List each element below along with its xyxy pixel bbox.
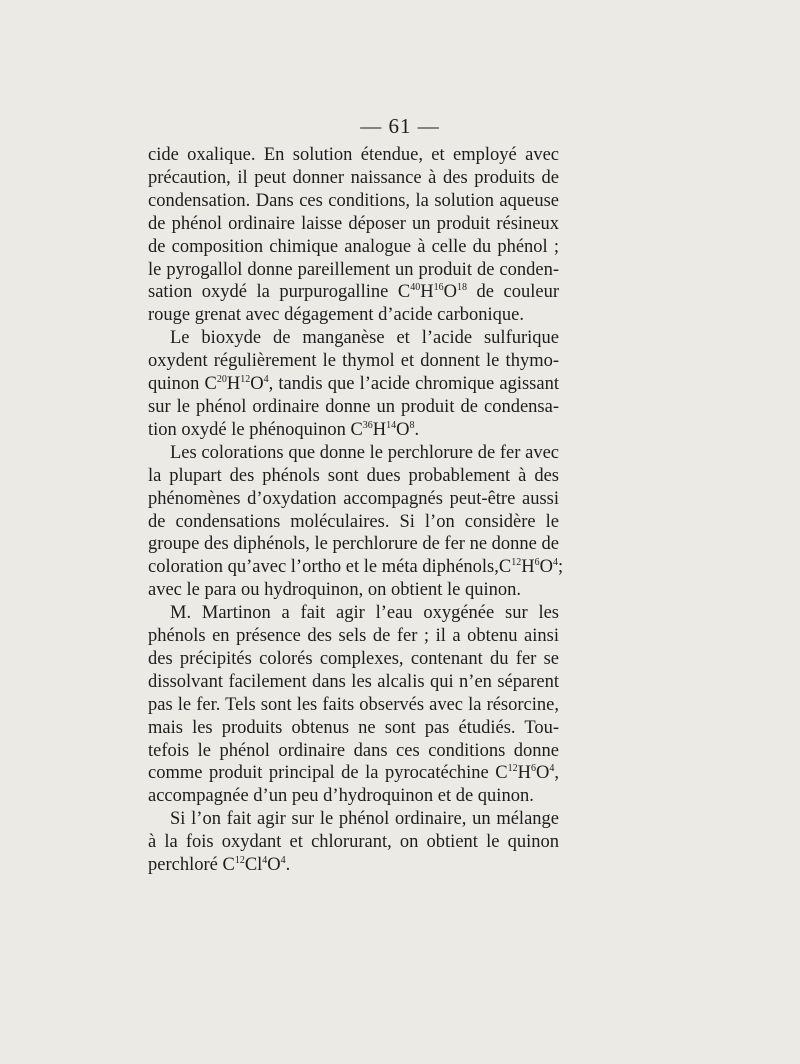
- text-line: comme produit principal de la pyrocatéchine $C^{12}H^6O^4$,: [148, 763, 559, 784]
- page-number: — 61 —: [360, 114, 440, 138]
- text-line: tion oxydé le phénoquinon $C^{36}H^{14}O^8$.: [148, 419, 420, 440]
- text-line: la plupart des phénols sont dues probablement à des: [148, 465, 559, 486]
- text-line: accompagnée d’un peu d’hydroquinon et de quinon.: [148, 786, 534, 807]
- text-line: condensation. Dans ces conditions, la solution aqueuse: [148, 190, 559, 211]
- text-line: sation oxydé la purpurogalline $C^{40}H^{16}O^{18}$ de couleur: [148, 282, 560, 303]
- text-line: Les colorations que donne le perchlorure de fer avec: [170, 442, 559, 463]
- paragraph: [148, 808, 559, 877]
- text-line: perchloré $C^{12}Cl^4O^4$.: [148, 855, 291, 876]
- paragraph: [148, 442, 564, 602]
- text-line: dissolvant facilement dans les alcalis qui n’en séparent: [148, 671, 559, 692]
- text-line: quinon $C^{20}H^{12}O^4$, tandis que l’acide chromique agissant: [148, 374, 559, 395]
- text-line: mais les produits obtenus ne sont pas étudiés. Tou-: [148, 717, 559, 738]
- text-line: cide oxalique. En solution étendue, et employé avec: [148, 145, 559, 165]
- text-line: le pyrogallol donne pareillement un produit de conden-: [148, 259, 559, 280]
- text-line: Si l’on fait agir sur le phénol ordinaire, un mélange: [170, 809, 559, 830]
- text-line: groupe des diphénols, le perchlorure de fer ne donne de: [148, 534, 559, 555]
- text-line: des précipités colorés complexes, contenant du fer se: [148, 648, 559, 669]
- text-line: tefois le phénol ordinaire dans ces conditions donne: [148, 740, 559, 761]
- body-text: [148, 144, 564, 877]
- text-line: avec le para ou hydroquinon, on obtient le quinon.: [148, 580, 521, 601]
- text-line: de phénol ordinaire laisse déposer un produit résineux: [148, 213, 559, 234]
- text-line: précaution, il peut donner naissance à des produits de: [148, 167, 559, 188]
- paragraph: [148, 602, 559, 808]
- text-line: de composition chimique analogue à celle du phénol ;: [148, 236, 559, 257]
- paragraph: [148, 144, 559, 327]
- text-line: de condensations moléculaires. Si l’on considère le: [148, 511, 559, 532]
- text-line: sur le phénol ordinaire donne un produit de condensa-: [148, 396, 559, 417]
- text-line: rouge grenat avec dégagement d’acide carbonique.: [148, 305, 524, 326]
- text-line: Le bioxyde de manganèse et l’acide sulfurique: [170, 328, 559, 349]
- text-line: pas le fer. Tels sont les faits observés avec la résorcine,: [148, 694, 559, 715]
- text-line: phénomènes d’oxydation accompagnés peut-être aussi: [148, 488, 559, 509]
- text-line: phénols en présence des sels de fer ; il a obtenu ainsi: [148, 626, 559, 647]
- paragraph: [148, 327, 559, 442]
- text-line: oxydent régulièrement le thymol et donnent le thymo-: [148, 351, 559, 372]
- text-line: coloration qu’avec l’ortho et le méta $diphénols,C^{12}H^6O^4$;: [148, 557, 564, 578]
- text-line: M. Martinon a fait agir l’eau oxygénée sur les: [170, 603, 559, 624]
- text-line: à la fois oxydant et chlorurant, on obtient le quinon: [148, 832, 559, 853]
